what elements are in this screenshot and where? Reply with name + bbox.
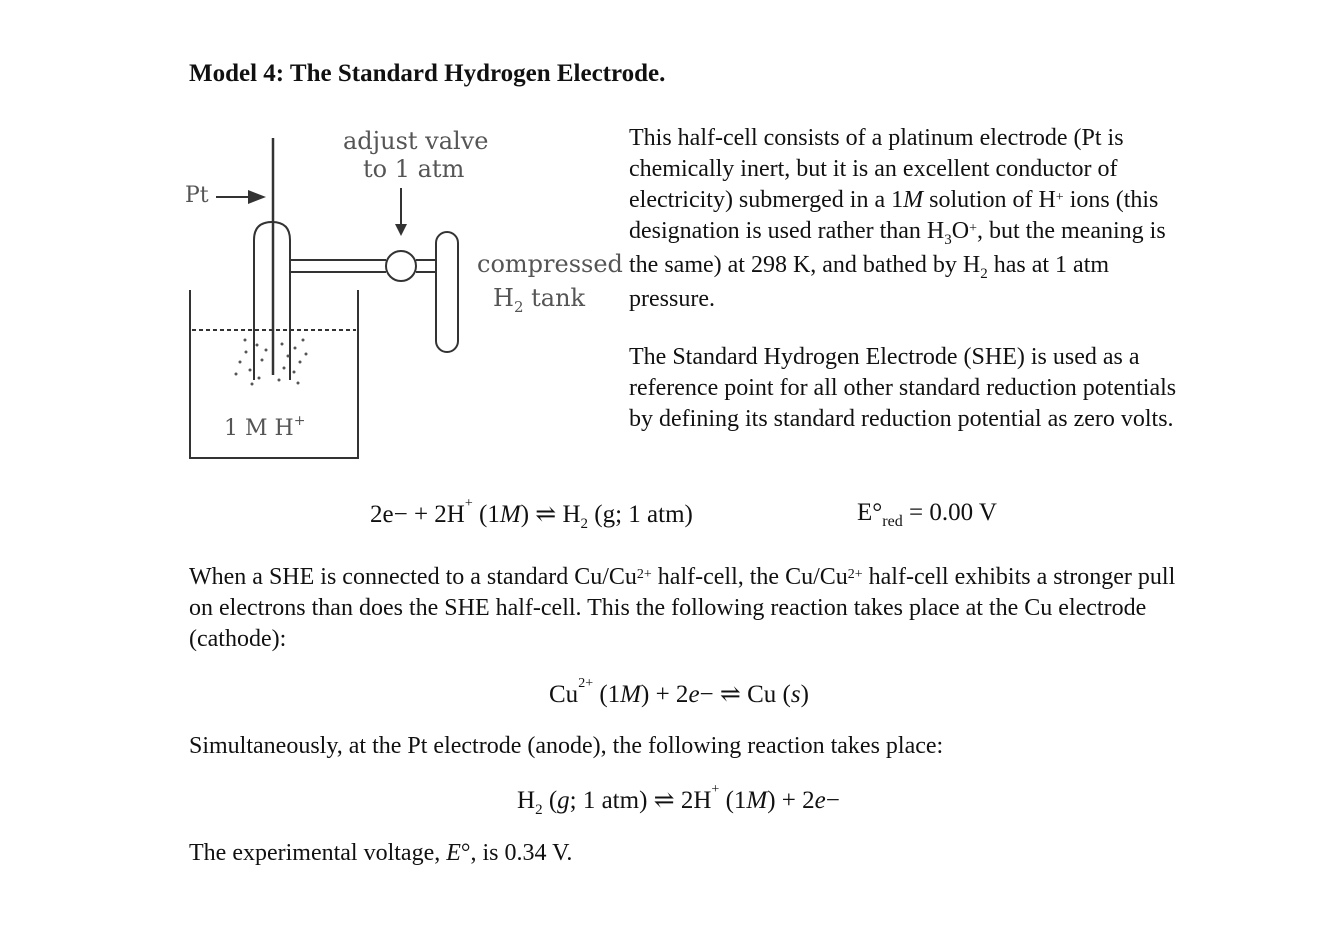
she-half-reaction: 2e− + 2H+ (1M) ⇌ $H_2$ (g; 1 atm) [370,496,693,532]
cu-she-paragraph: When a SHE is connected to a standard $Cu/Cu^{2+}$ half-cell, the $Cu/Cu^{2+}$ half-cell exhibits a stronger pull on electrons than does the SHE half-cell. This the following reaction takes place at the Cu electrode (cathode): [189,564,1176,652]
valve-label-line1: adjust valve [343,127,489,155]
tank-label-line1: compressed [477,250,623,278]
description-paragraph-2: The Standard Hydrogen Electrode (SHE) is used as a reference point for all other standard reduction potentials by defining its standard reduction potential as zero volts. [629,344,1177,432]
h2-tank [436,232,458,352]
cathode-reaction: $Cu^{2+}$ (1M) + 2e− ⇌ Cu (s) [549,676,809,708]
h2-bubbles [235,339,308,386]
pt-label: Pt [185,183,209,208]
tank-label-line2: $H_2$ tank [493,284,586,316]
she-apparatus-diagram [0,0,640,480]
anode-reaction: $H_2$ (g; 1 atm) ⇌ 2H+ (1M) + 2e− [517,782,840,818]
description-paragraph-1: This half-cell consists of a platinum electrode (Pt is chemically inert, but it is an excellent conductor of electricity) submerged in a 1M solution of H+ ions (this designation is used rather than $H_3O^+$, but the meaning is the same) at 298 K, and bathed by $H_2$ has at 1 atm pressure. [629,125,1166,312]
experimental-voltage: The experimental voltage, E°, is 0.34 V. [189,840,573,866]
solution-label: 1 M H+ [224,413,306,441]
valve [386,251,416,281]
she-potential: $E^\circ_{red} = 0.00$ V [857,499,997,530]
page-title: Model 4: The Standard Hydrogen Electrode. [189,60,666,87]
valve-label-line2: to 1 atm [363,155,465,183]
anode-intro: Simultaneously, at the Pt electrode (anode), the following reaction takes place: [189,733,944,759]
